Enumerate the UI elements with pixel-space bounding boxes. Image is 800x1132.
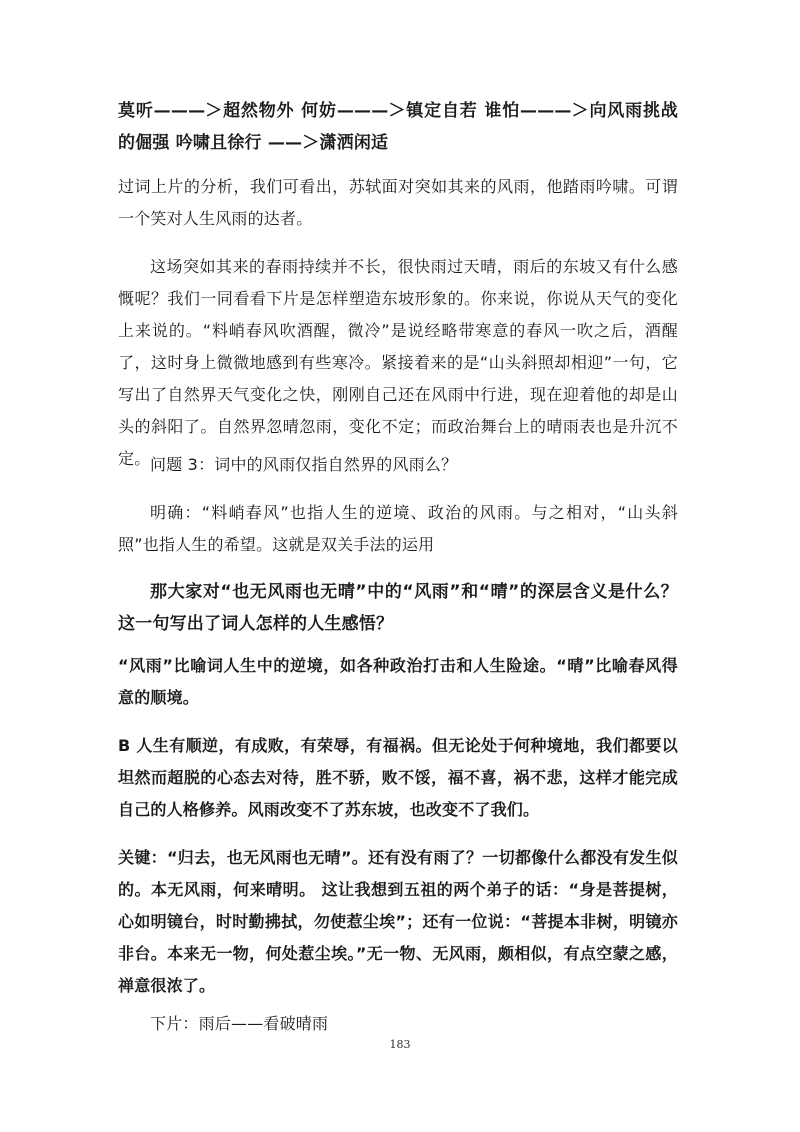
life-attitude-paragraph: B 人生有顺逆，有成败，有荣辱，有福祸。但无论处于何种境地，我们都要以坦然而超脱的心态去对待，胜不骄，败不馁，福不喜，祸不悲，这样才能完成自己的人格修养。风雨改变不了苏东坡，也改变不了我们。: [118, 736, 678, 819]
paragraph-upper-analysis: 过词上片的分析，我们可看出，苏轼面对突如其来的风雨，他踏雨吟啸。可谓一个笑对人生风雨的达者。: [118, 177, 678, 228]
clarification-paragraph: 明确：“料峭春风”也指人生的逆境、政治的风雨。与之相对，“山头斜照”也指人生的希望。这就是双关手法的运用: [118, 503, 678, 554]
summary-line-bold: 莫听———＞超然物外 何妨———＞镇定自若 谁怕———＞向风雨挑战的倔强 吟啸且徐行 ——＞潇洒闲适: [118, 101, 678, 153]
deep-meaning-question: 那大家对“也无风雨也无晴”中的“风雨”和“晴”的深层含义是什么？这一句写出了词人怎样的人生感悟？: [118, 582, 678, 634]
lower-part-heading: 下片：雨后——看破晴雨: [150, 1014, 329, 1033]
metaphor-explanation: “风雨”比喻词人生中的逆境，如各种政治打击和人生险途。“晴”比喻春风得意的顺境。: [118, 656, 678, 707]
paragraph-spring-rain: 这场突如其来的春雨持续并不长，很快雨过天晴，雨后的东坡又有什么感慨呢？我们一同看看下片是怎样塑造东坡形象的。你来说，你说从天气的变化上来说的。“料峭春风吹酒醒，微冷”是说经略带寒意的春风一吹之后，酒醒了，这时身上微微地感到有些寒冷。紧接着来的是“山头斜照却相迎”一句，它写出了自然界天气变化之快，刚刚自己还在风雨中行进，现在迎着他的却是山头的斜阳了。自然界忽晴忽雨，变化不定；而政治舞台上的晴雨表也是升沉不定。: [118, 257, 678, 468]
page-number: 183: [389, 1038, 411, 1051]
question-3: 问题 3：词中的风雨仅指自然界的风雨么？: [150, 455, 458, 474]
key-point-paragraph: 关键：“归去，也无风雨也无晴”。还有没有雨了？一切都像什么都没有发生似的。本无风雨，何来晴明。 这让我想到五祖的两个弟子的话：“身是菩提树，心如明镜台，时时勤拂拭，勿使惹尘埃”；还有一位说：“菩提本非树，明镜亦非台。本来无一物，何处惹尘埃。”无一物、无风雨，颇相似，有点空蒙之感，禅意很浓了。: [118, 848, 678, 995]
